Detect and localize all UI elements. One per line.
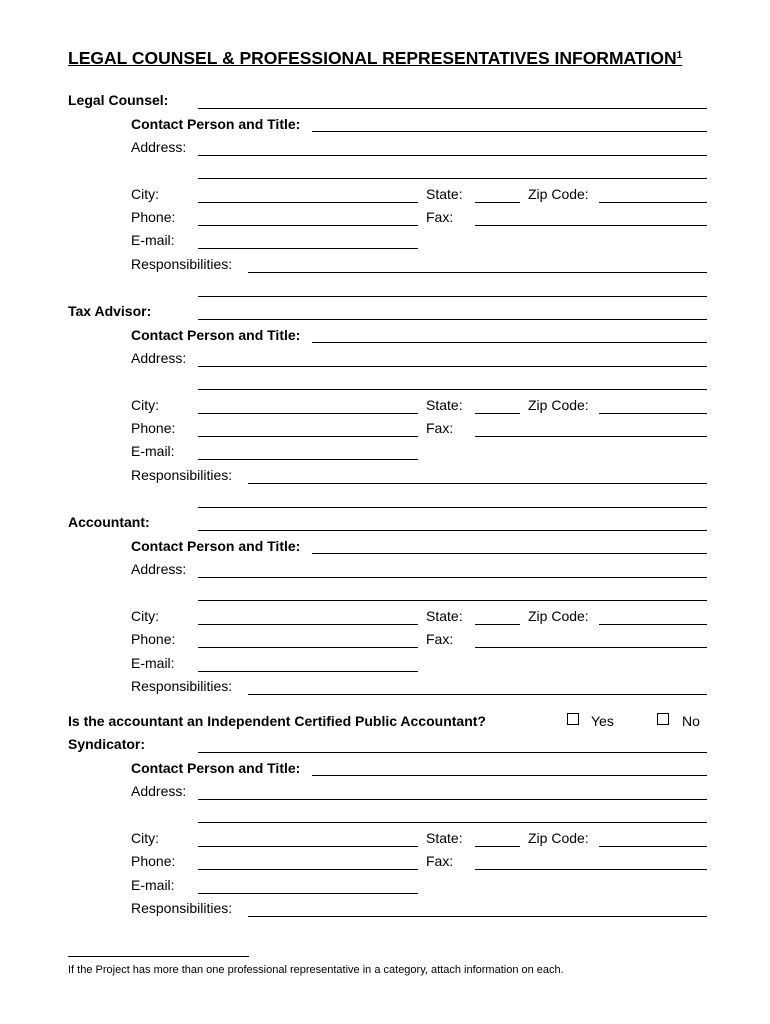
contact-label: Contact Person and Title: bbox=[131, 116, 301, 132]
fax-label: Fax: bbox=[426, 853, 454, 869]
accountant-address-field-2[interactable] bbox=[198, 600, 707, 601]
legal-counsel-address-field-2[interactable] bbox=[198, 178, 707, 179]
legal-counsel-label: Legal Counsel: bbox=[68, 92, 169, 108]
fax-label: Fax: bbox=[426, 420, 454, 436]
accountant-state-field[interactable] bbox=[475, 624, 520, 625]
syndicator-address-field[interactable] bbox=[198, 799, 707, 800]
accountant-fax-field[interactable] bbox=[475, 647, 707, 648]
cpa-yes-label: Yes bbox=[591, 713, 614, 729]
legal-counsel-contact-field[interactable] bbox=[312, 131, 707, 132]
tax-advisor-contact-field[interactable] bbox=[312, 342, 707, 343]
syndicator-responsibilities-field[interactable] bbox=[248, 916, 707, 917]
address-label: Address: bbox=[131, 561, 187, 577]
address-label: Address: bbox=[131, 139, 187, 155]
syndicator-name-field[interactable] bbox=[198, 752, 707, 753]
zip-label: Zip Code: bbox=[528, 830, 589, 846]
tax-advisor-phone-field[interactable] bbox=[198, 436, 418, 437]
phone-label: Phone: bbox=[131, 209, 176, 225]
state-label: State: bbox=[426, 397, 463, 413]
phone-label: Phone: bbox=[131, 853, 176, 869]
city-label: City: bbox=[131, 397, 159, 413]
tax-advisor-label: Tax Advisor: bbox=[68, 303, 152, 319]
tax-advisor-address-field-2[interactable] bbox=[198, 389, 707, 390]
responsibilities-label: Responsibilities: bbox=[131, 467, 233, 483]
contact-label: Contact Person and Title: bbox=[131, 538, 301, 554]
syndicator-state-field[interactable] bbox=[475, 846, 520, 847]
contact-label: Contact Person and Title: bbox=[131, 327, 301, 343]
accountant-zip-field[interactable] bbox=[599, 624, 707, 625]
syndicator-zip-field[interactable] bbox=[599, 846, 707, 847]
city-label: City: bbox=[131, 186, 159, 202]
contact-label: Contact Person and Title: bbox=[131, 760, 301, 776]
phone-label: Phone: bbox=[131, 631, 176, 647]
accountant-email-field[interactable] bbox=[198, 671, 418, 672]
accountant-phone-field[interactable] bbox=[198, 647, 418, 648]
email-label: E-mail: bbox=[131, 877, 175, 893]
accountant-label: Accountant: bbox=[68, 514, 150, 530]
cpa-no-checkbox[interactable] bbox=[657, 713, 669, 725]
zip-label: Zip Code: bbox=[528, 397, 589, 413]
legal-counsel-fax-field[interactable] bbox=[475, 225, 707, 226]
tax-advisor-fax-field[interactable] bbox=[475, 436, 707, 437]
syndicator-email-field[interactable] bbox=[198, 893, 418, 894]
state-label: State: bbox=[426, 186, 463, 202]
state-label: State: bbox=[426, 830, 463, 846]
responsibilities-label: Responsibilities: bbox=[131, 678, 233, 694]
city-label: City: bbox=[131, 608, 159, 624]
syndicator-contact-field[interactable] bbox=[312, 775, 707, 776]
syndicator-city-field[interactable] bbox=[198, 846, 418, 847]
tax-advisor-city-field[interactable] bbox=[198, 413, 418, 414]
accountant-address-field[interactable] bbox=[198, 577, 707, 578]
accountant-name-field[interactable] bbox=[198, 530, 707, 531]
state-label: State: bbox=[426, 608, 463, 624]
syndicator-fax-field[interactable] bbox=[475, 869, 707, 870]
accountant-responsibilities-field[interactable] bbox=[248, 694, 707, 695]
tax-advisor-zip-field[interactable] bbox=[599, 413, 707, 414]
legal-counsel-responsibilities-field[interactable] bbox=[248, 272, 707, 273]
legal-counsel-responsibilities-field-2[interactable] bbox=[198, 296, 707, 297]
email-label: E-mail: bbox=[131, 655, 175, 671]
accountant-city-field[interactable] bbox=[198, 624, 418, 625]
footnote-text: If the Project has more than one professional representative in a category, attach information on each. bbox=[68, 964, 564, 976]
legal-counsel-address-field[interactable] bbox=[198, 155, 707, 156]
cpa-yes-checkbox[interactable] bbox=[567, 713, 579, 725]
zip-label: Zip Code: bbox=[528, 186, 589, 202]
cpa-question-text: Is the accountant an Independent Certified Public Accountant? bbox=[68, 713, 486, 729]
responsibilities-label: Responsibilities: bbox=[131, 900, 233, 916]
legal-counsel-city-field[interactable] bbox=[198, 202, 418, 203]
tax-advisor-state-field[interactable] bbox=[475, 413, 520, 414]
email-label: E-mail: bbox=[131, 443, 175, 459]
cpa-no-label: No bbox=[682, 713, 700, 729]
fax-label: Fax: bbox=[426, 631, 454, 647]
city-label: City: bbox=[131, 830, 159, 846]
footnote-marker: 1 bbox=[676, 50, 683, 61]
address-label: Address: bbox=[131, 783, 187, 799]
syndicator-label: Syndicator: bbox=[68, 736, 146, 752]
footnote-divider bbox=[68, 956, 249, 957]
fax-label: Fax: bbox=[426, 209, 454, 225]
tax-advisor-responsibilities-field-2[interactable] bbox=[198, 507, 707, 508]
tax-advisor-email-field[interactable] bbox=[198, 459, 418, 460]
phone-label: Phone: bbox=[131, 420, 176, 436]
responsibilities-label: Responsibilities: bbox=[131, 256, 233, 272]
address-label: Address: bbox=[131, 350, 187, 366]
zip-label: Zip Code: bbox=[528, 608, 589, 624]
tax-advisor-name-field[interactable] bbox=[198, 319, 707, 320]
legal-counsel-name-field[interactable] bbox=[198, 108, 707, 109]
email-label: E-mail: bbox=[131, 232, 175, 248]
legal-counsel-zip-field[interactable] bbox=[599, 202, 707, 203]
syndicator-phone-field[interactable] bbox=[198, 869, 418, 870]
tax-advisor-address-field[interactable] bbox=[198, 366, 707, 367]
legal-counsel-email-field[interactable] bbox=[198, 248, 418, 249]
legal-counsel-phone-field[interactable] bbox=[198, 225, 418, 226]
syndicator-address-field-2[interactable] bbox=[198, 822, 707, 823]
tax-advisor-responsibilities-field[interactable] bbox=[248, 483, 707, 484]
accountant-contact-field[interactable] bbox=[312, 553, 707, 554]
page-title: LEGAL COUNSEL & PROFESSIONAL REPRESENTATIVES INFORMATION$^1$ bbox=[68, 48, 683, 68]
legal-counsel-state-field[interactable] bbox=[475, 202, 520, 203]
